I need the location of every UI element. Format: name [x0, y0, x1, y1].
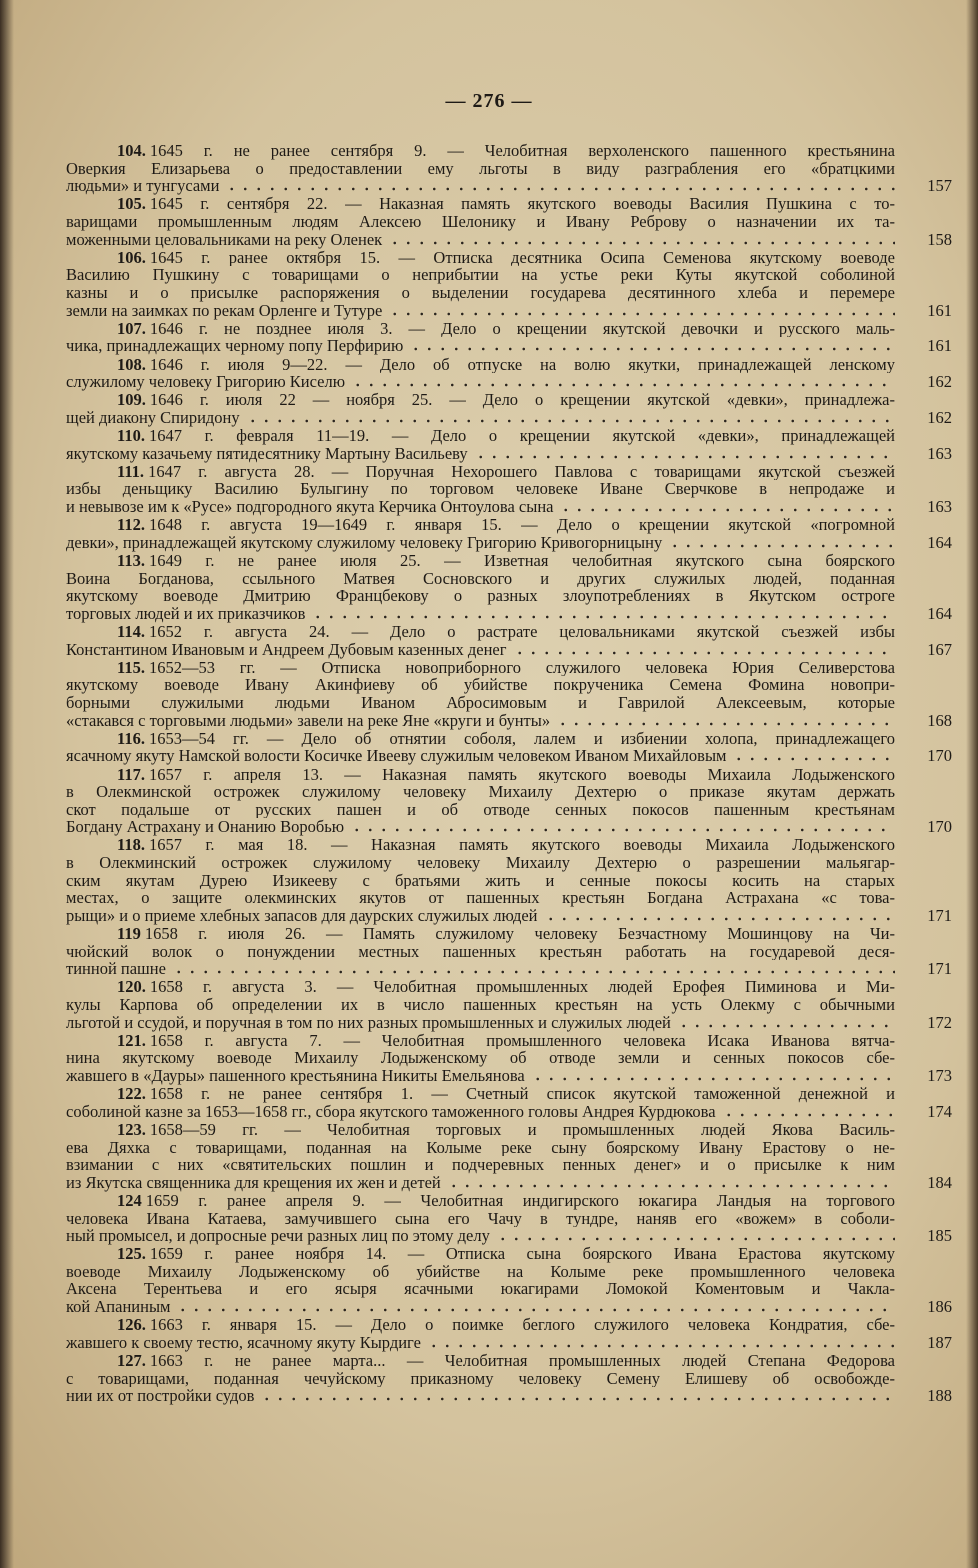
- entry-line: [66, 142, 895, 160]
- entry-page-number: 170: [927, 746, 952, 766]
- document-entry: [66, 391, 952, 426]
- entry-number: 107.: [117, 319, 146, 338]
- document-entry: [66, 836, 952, 924]
- entry-text: чика, принадлежащих черному попу Перфирию: [66, 336, 404, 356]
- entry-line: [66, 1210, 895, 1228]
- entry-text: 1652—53 гг. — Отписка новоприборного служилого человека Юрия Селиверстова: [148, 658, 895, 677]
- dot-leader: [513, 643, 896, 655]
- entry-line: [66, 1121, 895, 1139]
- entry-line: [66, 213, 895, 231]
- entry-number: 115.: [117, 658, 145, 677]
- entry-line: [66, 1280, 895, 1298]
- entry-text: кулы Карпова об определении их в число пашенных крестьян на усть Олекму с обычными: [66, 996, 895, 1014]
- entry-page-number: 163: [927, 443, 952, 463]
- entry-line: [66, 336, 952, 356]
- entry-text: 1645 г. сентября 22. — Наказная память якутского воеводы Василия Пушкина с то-: [149, 195, 895, 213]
- entry-line: [66, 176, 952, 196]
- entry-page-number: 158: [927, 229, 952, 249]
- entry-text: нии их от постройки судов: [66, 1386, 255, 1406]
- entry-text: ный промысел, и допросные речи разных лиц по этому делу: [66, 1226, 490, 1246]
- entry-page-number: 187: [927, 1332, 952, 1352]
- entry-line: [66, 407, 952, 427]
- page-edge-left: [0, 0, 14, 1568]
- entry-text: «стакався с торговыми людьми» завели на реке Яне «круги и бунты»: [66, 710, 551, 730]
- dot-leader: [559, 500, 895, 512]
- entry-page-number: 167: [927, 639, 952, 659]
- entry-number: 117.: [117, 765, 145, 784]
- entry-text: 1663 г. января 15. — Дело о поимке беглого служилого человека Кондратия, сбе-: [149, 1316, 895, 1334]
- entry-line: [66, 1049, 895, 1067]
- entry-line: [66, 943, 895, 961]
- entry-line: [66, 1012, 952, 1032]
- document-entry: [66, 142, 952, 195]
- entry-text: моженными целовальниками на реку Оленек: [66, 229, 383, 249]
- entry-line: [66, 1156, 895, 1174]
- entry-text: борными служилыми людьми Иваном Абросимовым и Гаврилой Алексеевым, которые: [66, 693, 895, 712]
- entry-text: 1658 г. августа 7. — Челобитная промышленного человека Исака Иванова вятча-: [149, 1031, 895, 1050]
- entry-page-number: 173: [927, 1065, 952, 1085]
- page-edge-right: [966, 0, 978, 1568]
- entry-line: [66, 659, 895, 677]
- entry-line: [66, 1085, 895, 1103]
- entry-number: 105.: [117, 195, 146, 213]
- document-entry: [66, 978, 952, 1031]
- dot-leader: [447, 1176, 895, 1188]
- entry-text: якутскому воеводе Дмитрию Францбекову о разных злоупотреблениях в Якутском остроге: [66, 587, 895, 605]
- entry-text: торговых людей и их приказчиков: [66, 603, 306, 623]
- dot-leader: [732, 749, 895, 761]
- entry-text: 1657 г. апреля 13. — Наказная память якутского воеводы Михаила Лодыженского: [148, 765, 895, 784]
- entry-line: [66, 710, 952, 730]
- document-entry: [66, 1352, 952, 1405]
- entry-line: [66, 854, 895, 872]
- document-entry: [66, 1316, 952, 1351]
- dot-leader: [474, 447, 895, 459]
- document-entry: [66, 1085, 952, 1120]
- entry-line: [66, 1332, 952, 1352]
- entry-line: [66, 516, 895, 534]
- entry-text: льготой и ссудой, и поручная в том по них разных промышленных и служилых людей: [66, 1012, 671, 1032]
- document-entry: [66, 356, 952, 391]
- entry-line: [66, 249, 895, 267]
- entry-number: 126.: [117, 1316, 146, 1334]
- entry-line: [66, 766, 895, 784]
- entry-line: [66, 959, 952, 979]
- entry-text: местах, о защите олекминских якутов от пашенных крестьян Богдана Астрахана «с това-: [66, 889, 895, 907]
- entry-text: ева Дяхка с товарищами, поданная на Колыме реке сыну боярскому Ивану Ерастову о не-: [66, 1138, 895, 1157]
- entry-page-number: 157: [927, 176, 952, 196]
- document-entry: [66, 766, 952, 836]
- document-entry: [66, 427, 952, 462]
- entry-line: [66, 1101, 952, 1121]
- entry-text: девки», принадлежащей якутскому служилому человеку Григорию Кривогорницыну: [66, 532, 663, 552]
- entry-line: [66, 1352, 895, 1370]
- document-entry: [66, 623, 952, 658]
- entry-text: 1652 г. августа 24. — Дело о растрате целовальниками якутской съезжей избы: [148, 622, 895, 641]
- entry-number: 111.: [117, 462, 145, 481]
- entry-line: [66, 1263, 895, 1281]
- entry-text: из Якутска священника для крещения их жен и детей: [66, 1172, 441, 1192]
- entry-number: 113.: [117, 552, 145, 570]
- entry-line: [66, 587, 895, 605]
- entry-number: 127.: [117, 1352, 146, 1370]
- entry-text: Оверкия Елизарьева о предоставлении ему льготы в виду разграбления его «братцкими: [66, 159, 895, 178]
- entry-text: избы деньщику Василию Булыгину по торговом человеке Иване Сверчкове в непродаже и: [66, 480, 895, 499]
- entry-text: нина якутскому воеводе Михаилу Лодыженскому об отводе земли и сенных покосов сбе-: [66, 1049, 895, 1067]
- entry-text: якутскому воеводе Ивану Акинфиеву об убийстве покрученика Семена Фомина новопри-: [66, 676, 895, 694]
- entry-text: служилому человеку Григорию Киселю: [66, 372, 346, 392]
- entry-number: 108.: [117, 355, 146, 374]
- entry-line: [66, 320, 895, 338]
- entry-line: [66, 443, 952, 463]
- document-entry: [66, 659, 952, 729]
- entry-line: [66, 356, 895, 374]
- entry-text: Василию Пушкину с товарищами о неприбытии на устье реки Куты якутской соболиной: [66, 266, 895, 284]
- entry-line: [66, 1139, 895, 1157]
- entry-page-number: 162: [927, 407, 952, 427]
- entry-line: [66, 266, 895, 284]
- entry-text: скот подальше от русских пашен и об отводе сенных покосов пашенным крестьянам: [66, 800, 895, 819]
- entry-text: и невывозе им к «Русе» подгородного якута Керчика Онтоулова сына: [66, 497, 554, 517]
- document-entry: [66, 730, 952, 765]
- dot-leader: [172, 962, 895, 974]
- entry-text: 1648 г. августа 19—1649 г. января 15. — Дело о крещении якутской «погромной: [148, 516, 895, 534]
- entry-page-number: 171: [927, 905, 952, 925]
- entry-number: 125.: [117, 1245, 146, 1263]
- entry-number: 116.: [117, 729, 145, 748]
- entry-line: [66, 639, 952, 659]
- entry-page-number: 170: [927, 817, 952, 837]
- entry-text: 1658 г. августа 3. — Челобитная промышленных людей Ерофея Пиминова и Ми-: [149, 978, 895, 996]
- entry-text: 1647 г. февраля 11—19. — Дело о крещении якутской «девки», принадлежащей: [148, 427, 895, 445]
- entry-text: человека Ивана Катаева, замучившего сына его Чачу в тундре, наняв его «вожем» в соболи-: [66, 1209, 895, 1228]
- entry-text: 1663 г. не ранее марта... — Челобитная промышленных людей Степана Федорова: [149, 1352, 895, 1370]
- entry-text: в Олекминский острожек служилому человеку Михаилу Дехтерю о разрешении мальягар-: [66, 854, 895, 872]
- dot-leader: [427, 1336, 895, 1348]
- entry-page-number: 163: [927, 497, 952, 517]
- dot-leader: [388, 304, 895, 316]
- entry-text: рыщи» и о приеме хлебных запасов для даурских служилых людей: [66, 905, 538, 925]
- entry-page-number: 171: [927, 959, 952, 979]
- entry-line: [66, 746, 952, 766]
- entry-text: людьми» и тунгусами: [66, 176, 220, 196]
- entry-page-number: 186: [927, 1297, 952, 1317]
- entry-page-number: 161: [927, 336, 952, 356]
- entry-line: [66, 905, 952, 925]
- entry-number: 121.: [117, 1031, 146, 1050]
- entry-page-number: 161: [927, 300, 952, 320]
- document-entry: [66, 925, 952, 978]
- entry-page-number: 164: [927, 532, 952, 552]
- entry-line: [66, 1172, 952, 1192]
- entry-line: [66, 1316, 895, 1334]
- dot-leader: [350, 820, 895, 832]
- page-number-header: — 276 —: [445, 90, 533, 112]
- entry-line: [66, 836, 895, 854]
- document-entry: [66, 1192, 952, 1245]
- entry-text: Константином Ивановым и Андреем Дубовым казенных денег: [66, 639, 507, 659]
- entry-text: кой Апаниным: [66, 1297, 171, 1317]
- dot-leader: [388, 233, 895, 245]
- entry-line: [66, 676, 895, 694]
- entry-text: 1659 г. ранее апреля 9. — Челобитная индигирского юкагира Ландыя на торгового: [145, 1191, 895, 1210]
- entry-line: [66, 284, 895, 302]
- entry-line: [66, 889, 895, 907]
- dot-leader: [225, 179, 895, 191]
- entry-line: [66, 925, 895, 943]
- entry-line: [66, 552, 895, 570]
- entry-line: [66, 996, 895, 1014]
- document-entries-list: [66, 142, 952, 1405]
- document-entry: [66, 463, 952, 516]
- entry-text: 1653—54 гг. — Дело об отнятии соболя, лалем и избиении холопа, принадлежащего: [148, 729, 895, 748]
- entry-number: 112.: [117, 516, 145, 534]
- entry-line: [66, 978, 895, 996]
- entry-text: казны и о присылке распоряжения о выделении государева десятинного хлеба и перемере: [66, 283, 895, 302]
- entry-page-number: 174: [927, 1101, 952, 1121]
- entry-text: Богдану Астрахану и Онанию Воробью: [66, 817, 345, 837]
- entry-line: [66, 300, 952, 320]
- entry-line: [66, 160, 895, 178]
- dot-leader: [544, 909, 895, 921]
- entry-line: [66, 783, 895, 801]
- entry-line: [66, 623, 895, 641]
- dot-leader: [668, 536, 895, 548]
- entry-text: Воина Богданова, ссыльного Матвея Сосновского и других служилых людей, поданная: [66, 569, 895, 588]
- entry-number: 114.: [117, 622, 145, 641]
- entry-line: [66, 195, 895, 213]
- dot-leader: [556, 714, 895, 726]
- entry-line: [66, 603, 952, 623]
- entry-line: [66, 229, 952, 249]
- entry-line: [66, 872, 895, 890]
- entry-text: 1658 г. не ранее сентября 1. — Счетный список якутской таможенной денежной и: [149, 1085, 895, 1103]
- entry-line: [66, 817, 952, 837]
- entry-line: [66, 694, 895, 712]
- entry-text: Аксена Терентьева и его ясыря ясачными юкагирами Ломокой Коментовым и Чакла-: [66, 1280, 895, 1299]
- entry-number: 124: [117, 1191, 142, 1210]
- entry-text: 1646 г. не позднее июля 3. — Дело о крещении якутской девочки и русского маль-: [149, 319, 895, 338]
- entry-text: ским якутам Дурею Изикееву с братьями жить и сенные покосы косить на старых: [66, 871, 895, 890]
- entry-line: [66, 1245, 895, 1263]
- entry-number: 119: [117, 925, 141, 943]
- entry-line: [66, 391, 895, 409]
- dot-leader: [176, 1300, 895, 1312]
- dot-leader: [409, 339, 895, 351]
- entry-text: с товарищами, поданная чечуйскому приказному человеку Семену Елишеву об освобожде-: [66, 1369, 895, 1388]
- entry-number: 123.: [117, 1120, 146, 1139]
- document-entry: [66, 320, 952, 355]
- entry-text: 1658—59 гг. — Челобитная торговых и промышленных людей Якова Василь-: [149, 1120, 895, 1139]
- entry-text: жавшего к своему тестю, ясачному якуту Кырдиге: [66, 1332, 421, 1352]
- entry-line: [66, 532, 952, 552]
- entry-text: воеводе Михаилу Лодыженскому об убийстве на Колыме реке промышленного человека: [66, 1262, 895, 1281]
- entry-page-number: 184: [927, 1172, 952, 1192]
- entry-text: якутскому казачьему пятидесятнику Мартыну Васильеву: [66, 443, 468, 463]
- document-entry: [66, 195, 952, 248]
- entry-text: 1659 г. ранее ноября 14. — Отписка сына боярского Ивана Ерастова якутскому: [149, 1245, 895, 1263]
- entry-number: 104.: [117, 142, 146, 160]
- entry-line: [66, 463, 895, 481]
- entry-line: [66, 1370, 895, 1388]
- entry-page-number: 188: [927, 1386, 952, 1406]
- entry-page-number: 172: [927, 1012, 952, 1032]
- entry-line: [66, 1386, 952, 1406]
- entry-text: чюйский волок о понуждении местных пашенных крестьян работать на государевой деся-: [66, 942, 895, 961]
- document-entry: [66, 1245, 952, 1315]
- dot-leader: [351, 375, 895, 387]
- entry-text: взимании с них «святительских пошлин и подчеревных пенных денег» и о присылке к ним: [66, 1156, 895, 1174]
- entry-text: 1645 г. не ранее сентября 9. — Челобитная верхоленского пашенного крестьянина: [149, 142, 895, 160]
- document-entry: [66, 516, 952, 551]
- entry-text: ясачному якуту Намской волости Косичке Ивееву служилым человеком Иваном Михайловым: [66, 746, 727, 766]
- entry-number: 110.: [117, 427, 145, 445]
- document-entry: [66, 1032, 952, 1085]
- entry-number: 106.: [117, 248, 146, 267]
- entry-line: [66, 1032, 895, 1050]
- entry-text: щей диакону Спиридону: [66, 407, 240, 427]
- entry-number: 122.: [117, 1085, 146, 1103]
- dot-leader: [531, 1069, 895, 1081]
- entry-line: [66, 730, 895, 748]
- entry-page-number: 164: [927, 603, 952, 623]
- dot-leader: [246, 411, 895, 423]
- entry-text: в Олекминской острожек служилому человеку Михаилу Дехтерю о приказе якутам держать: [66, 783, 895, 801]
- entry-line: [66, 1192, 895, 1210]
- entry-text: соболиной казне за 1653—1658 гг., сбора якутского таможенного головы Андрея Курдюкова: [66, 1101, 716, 1121]
- dot-leader: [722, 1105, 895, 1117]
- entry-line: [66, 1065, 952, 1085]
- entry-text: варищами промышленным людям Алексею Шелонику и Ивану Реброву о назначении их та-: [66, 212, 895, 231]
- entry-text: 1657 г. мая 18. — Наказная память якутского воеводы Михаила Лодыженского: [148, 836, 895, 855]
- entry-text: земли на заимках по рекам Орленге и Тутуре: [66, 300, 383, 320]
- dot-leader: [677, 1016, 895, 1028]
- entry-number: 120.: [117, 978, 146, 996]
- entry-line: [66, 1226, 952, 1246]
- entry-text: 1646 г. июля 9—22. — Дело об отпуске на волю якутки, принадлежащей ленскому: [149, 355, 895, 374]
- dot-leader: [311, 607, 895, 619]
- entry-page-number: 185: [927, 1226, 952, 1246]
- entry-text: 1646 г. июля 22 — ноября 25. — Дело о крещении якутской «девки», принадлежа-: [149, 391, 895, 409]
- entry-page-number: 168: [927, 710, 952, 730]
- entry-text: тинной пашне: [66, 959, 166, 979]
- dot-leader: [260, 1389, 895, 1401]
- entry-line: [66, 480, 895, 498]
- entry-line: [66, 1297, 952, 1317]
- entry-line: [66, 801, 895, 819]
- entry-text: 1647 г. августа 28. — Поручная Нехорошего Павлова с товарищами якутской съезжей: [148, 462, 895, 481]
- entry-line: [66, 497, 952, 517]
- entry-line: [66, 570, 895, 588]
- entry-text: жавшего в «Дауры» пашенного крестьянина Никиты Емельянова: [66, 1065, 525, 1085]
- entry-line: [66, 372, 952, 392]
- document-entry: [66, 249, 952, 319]
- entry-page-number: 162: [927, 372, 952, 392]
- dot-leader: [496, 1229, 895, 1241]
- entry-text: 1649 г. не ранее июля 25. — Изветная челобитная якутского сына боярского: [148, 552, 895, 570]
- entry-text: 1658 г. июля 26. — Память служилому человеку Безчастному Мошинцову на Чи-: [144, 925, 895, 943]
- entry-number: 109.: [117, 391, 146, 409]
- entry-text: 1645 г. ранее октября 15. — Отписка десятника Осипа Семенова якутскому воеводе: [149, 248, 895, 267]
- entry-number: 118.: [117, 836, 145, 855]
- entry-line: [66, 427, 895, 445]
- document-entry: [66, 1121, 952, 1191]
- document-entry: [66, 552, 952, 622]
